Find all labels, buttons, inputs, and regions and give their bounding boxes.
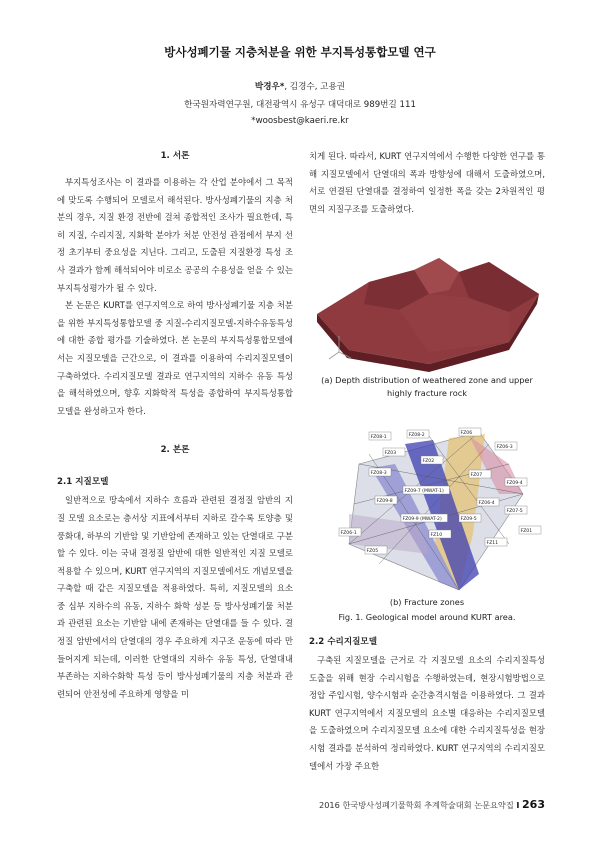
fracture-zone-label bbox=[505, 506, 527, 514]
right-column-top bbox=[309, 148, 545, 218]
svg-text:FZ02: FZ02 bbox=[422, 459, 435, 464]
geology-paragraph: 일반적으로 땅속에서 지하수 흐름과 관련된 결정질 암반의 지질 모델 요소로는 층서상 지표에서부터 지하로 갈수록 토양층 및 풍화대, 하부의 기반암 및 기반암에 존재하고 있는 단열대로 구분할 수 있다. 이는 국내 결정질 암반에 대한 일반적인 지질 모델로 적용할 수 있으며, KURT 연구지역의 지질모델에서도 개념모델을 구축할 때 같은 지질모델을 적용하였다. 특히, 지질모델의 요소 중 심부 지하수의 유동, 지하수 화학 성분 등 방사성폐기물 처분과 관련된 요소는 기반암 내에 존재하는 단열대를 들 수 있다. 결정질 암반에서의 단열대의 경우 주요하게 지구조 운동에 따라 만들어지게 되는데, 이러한 단열대의 지하수 유동 특성, 단열대내 부존하는 지하수화학 특성 등이 방사성폐기물의 지층 처분과 관련되어 안전성에 주요하게 영향을 미 bbox=[57, 495, 293, 699]
authors bbox=[0, 80, 600, 92]
svg-text:FZ09-4: FZ09-4 bbox=[506, 481, 523, 486]
svg-text:FZ08-2: FZ08-2 bbox=[408, 433, 425, 438]
fracture-zone-label bbox=[469, 470, 491, 478]
figure-1b bbox=[309, 424, 545, 624]
affiliation: 한국원자력연구원, 대전광역시 유성구 대덕대로 989번길 111 bbox=[184, 100, 416, 110]
svg-text:FZ10: FZ10 bbox=[430, 533, 443, 538]
left-column bbox=[57, 148, 293, 703]
footer-separator: I bbox=[516, 800, 520, 810]
fracture-zone-label bbox=[421, 456, 443, 464]
page-number: 263 bbox=[522, 798, 545, 811]
fracture-zone-label bbox=[339, 528, 361, 536]
email: *woosbest@kaeri.re.kr bbox=[251, 116, 349, 126]
right-column-bottom bbox=[309, 634, 545, 775]
fracture-zone-label bbox=[519, 526, 541, 534]
geology-model-heading: 2.1 지질모델 bbox=[57, 477, 109, 488]
figure-1a bbox=[309, 232, 545, 400]
svg-text:FZ03: FZ03 bbox=[384, 451, 397, 456]
fracture-zone-label bbox=[365, 546, 387, 554]
footer-text: 2016 한국방사성폐기물학회 추계학술대회 논문요약집 bbox=[319, 800, 514, 810]
svg-text:FZ09-7 (MWAT-1): FZ09-7 (MWAT-1) bbox=[404, 489, 444, 494]
svg-text:FZ09-8: FZ09-8 bbox=[376, 499, 393, 504]
lead-author: 박경우* bbox=[254, 82, 285, 92]
hydro-model-heading: 2.2 수리지질모델 bbox=[309, 637, 378, 647]
intro-paragraph-2: 본 논문은 KURT를 연구지역으로 하여 방사성폐기물 지층 처분을 위한 부지특성통합모델 중 지질-수리지질모델-지하수유동특성에 대한 종합 평가를 기술하였다. 본 논문의 부지특성통합모델에서는 지질모델을 근간으로, 이 결과를 이용하여 수리지질모델이 구축하였다. 수리지질모델 결과로 연구지역의 지하수 유동 특성을 해석하였으며, 향후 지화학적 특성을 종합하여 부지특성통합모델을 완성하고자 한다. bbox=[57, 300, 293, 416]
svg-text:FZ06-4: FZ06-4 bbox=[478, 501, 495, 506]
intro-heading: 1. 서론 bbox=[160, 151, 190, 161]
fracture-zone-label bbox=[429, 530, 451, 538]
intro-paragraph-1: 부지특성조사는 이 결과를 이용하는 각 산업 분야에서 그 목적에 맞도록 수행되어 모델로서 해석된다. 방사성폐기물의 지층 처분의 경우, 지질 환경 전반에 걸쳐 종합적인 조사가 필요한데, 특히 지질, 수리지질, 지화학 분야가 처분 안전성 관점에서 부지 선정 초기부터 중요성을 지닌다. 그리고, 도출된 지질환경 특성 조사 결과가 함께 해석되어야 비로소 공공의 수용성을 얻을 수 있는 부지특성평가가 될 수 있다. bbox=[57, 177, 293, 293]
fracture-zone-label bbox=[375, 496, 397, 504]
svg-text:FZ08-3: FZ08-3 bbox=[370, 471, 387, 476]
fracture-zone-label bbox=[459, 514, 481, 522]
figure-1-caption: Fig. 1. Geological model around KURT area. bbox=[338, 612, 516, 622]
svg-text:FZ11: FZ11 bbox=[486, 541, 499, 546]
fracture-zone-label bbox=[495, 442, 517, 450]
fracture-zone-label bbox=[403, 486, 450, 494]
svg-text:FZ07: FZ07 bbox=[470, 473, 483, 478]
figure-1b-caption: (b) Fracture zones bbox=[389, 597, 465, 607]
fracture-zone-label bbox=[505, 478, 527, 486]
svg-text:FZ01: FZ01 bbox=[520, 529, 533, 534]
page-footer bbox=[300, 798, 545, 811]
svg-text:FZ09-9 (MWAT-2): FZ09-9 (MWAT-2) bbox=[402, 517, 442, 522]
svg-text:FZ09-5: FZ09-5 bbox=[460, 517, 477, 522]
svg-text:FZ08-1: FZ08-1 bbox=[370, 435, 387, 440]
figure-1a-caption: (a) Depth distribution of weathered zone and upper highly fracture rock bbox=[321, 375, 533, 398]
fracture-zone-label bbox=[477, 498, 499, 506]
hydro-paragraph: 구축된 지질모델을 근거로 각 지질모델 요소의 수리지질특성 도출을 위해 현장 수리시험을 수행하였는데, 현장시험방법으로 정압 주입시험, 양수시험과 순간충격시험을 이용하였다. 그 결과 KURT 연구지역에서 지질모델의 요소별 대응하는 수리지질모델을 도출하였으며 수리지질모델 요소에 대한 수리지질특성을 현장시험 결과를 분석하여 정리하였다. KURT 연구지역의 수리지질모델에서 가장 주요한 bbox=[309, 655, 545, 771]
fracture-zone-label bbox=[401, 514, 448, 522]
fracture-zone-label bbox=[369, 468, 391, 476]
fracture-zone-label bbox=[383, 448, 405, 456]
body-heading: 2. 본론 bbox=[160, 445, 190, 456]
right-top-paragraph: 치게 된다. 따라서, KURT 연구지역에서 수행한 다양한 연구를 통해 지질모델에서 단열대의 폭과 방향성에 대해서 도출하였으며, 서로 연결된 단열대를 결정하여 일정한 폭을 갖는 2차원적인 평면의 지질구조를 도출하였다. bbox=[309, 151, 545, 214]
paper-title: 방사성폐기물 지층처분을 위한 부지특성통합모델 연구 bbox=[164, 45, 436, 59]
terrain-surface-image bbox=[309, 232, 545, 372]
svg-text:FZ07-5: FZ07-5 bbox=[506, 509, 523, 514]
fracture-zone-label bbox=[369, 432, 391, 440]
fracture-zone-label bbox=[485, 538, 507, 546]
svg-text:FZ06: FZ06 bbox=[460, 431, 473, 436]
fracture-zone-model-image bbox=[309, 424, 545, 592]
fracture-zone-label bbox=[407, 430, 429, 438]
fracture-zone-label bbox=[459, 428, 481, 436]
coauthors: , 김경수, 고용권 bbox=[284, 82, 346, 92]
svg-text:FZ06-1: FZ06-1 bbox=[340, 531, 357, 536]
svg-text:FZ06-3: FZ06-3 bbox=[496, 445, 513, 450]
svg-text:FZ05: FZ05 bbox=[366, 549, 379, 554]
